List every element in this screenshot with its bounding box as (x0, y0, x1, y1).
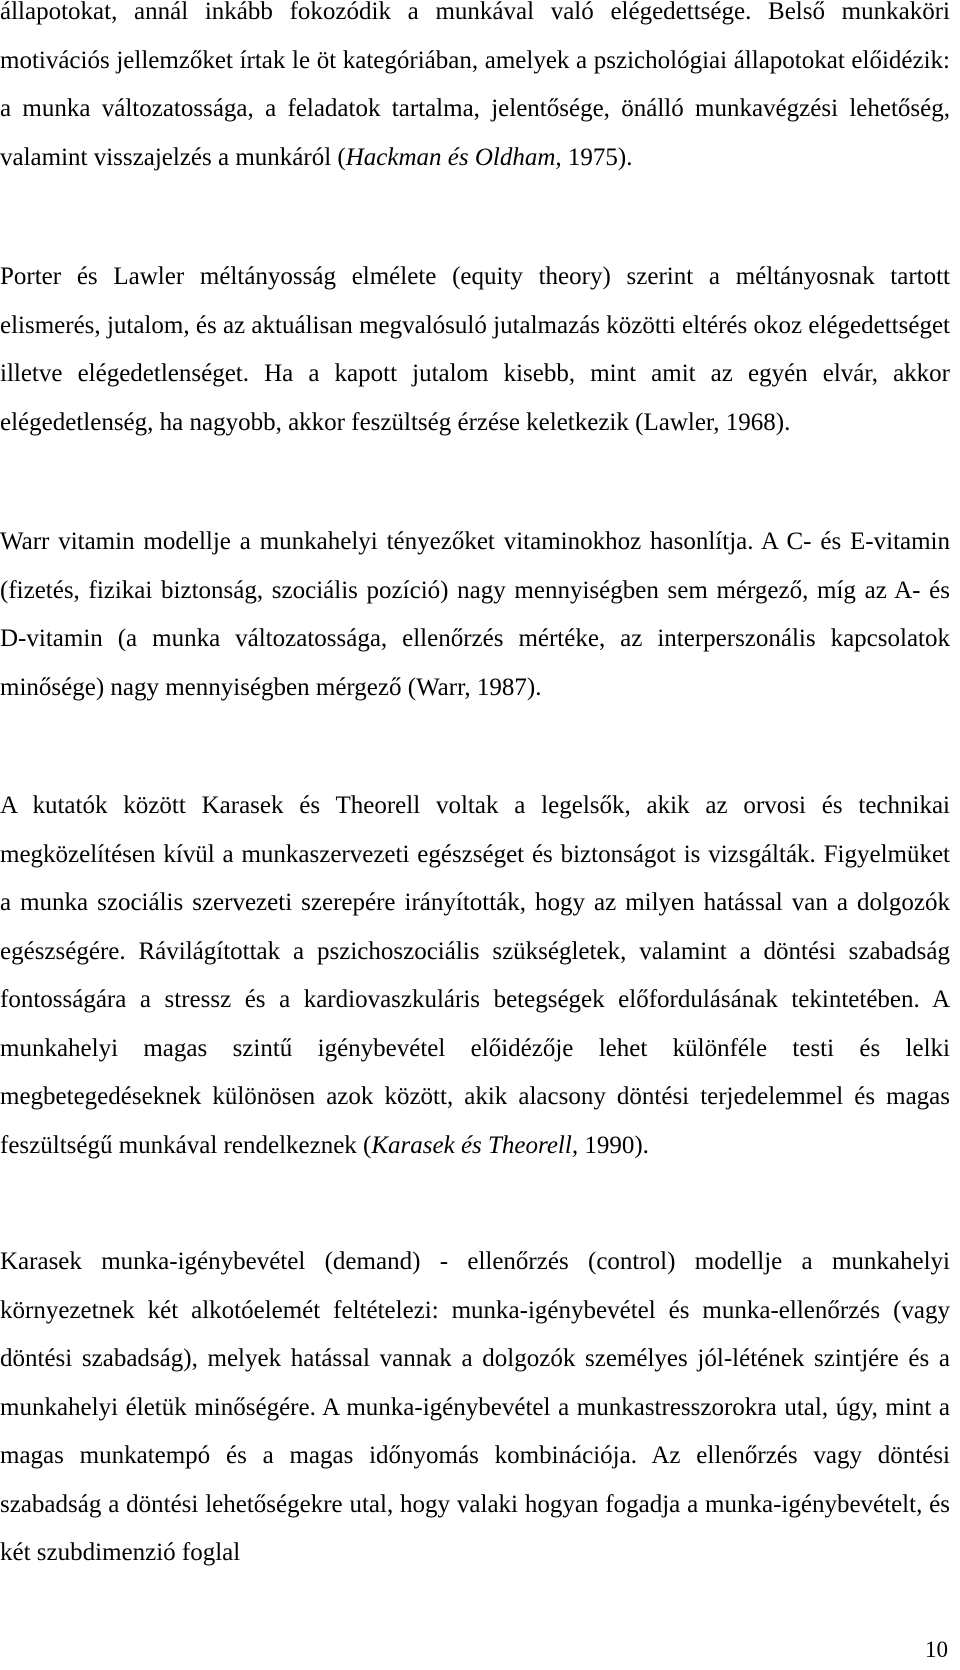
citation-italic: Hackman és Oldham, (345, 143, 562, 171)
paragraph-text: állapotokat, annál inkább fokozódik a munkával való elégedettsége. Belső munkaköri motivációs jellemzőket írtak le öt kategóriában, amelyek a pszichológiai állapotokat előidézik: a munka változatossága, a feladatok tartalma, jelentősége, önálló munkavégzési lehetőség, valamint visszajelzés a munkáról ( (0, 0, 950, 171)
citation-italic: Karasek és Theorell, (371, 1131, 579, 1159)
paragraph-text: 1990). (578, 1131, 649, 1159)
paragraph-warr-vitamin (0, 518, 950, 712)
paragraph-karasek-theorell (0, 782, 950, 1170)
paragraph-hackman-oldham (0, 0, 950, 182)
paragraph-karasek-model (0, 1238, 950, 1578)
paragraph-text: 1975). (561, 143, 633, 171)
paragraph-text: Porter és Lawler méltányosság elmélete (equity theory) szerint a méltányosnak tartott elismerés, jutalom, és az aktuálisan megvalósuló jutalmazás közötti eltérés okoz elégedettséget illetve elégedetlenséget. Ha a kapott jutalom kisebb, mint amit az egyén elvár, akkor elégedetlenség, ha nagyobb, akkor feszültség érzése keletkezik (Lawler, 1968). (0, 263, 950, 436)
paragraph-text: A kutatók között Karasek és Theorell voltak a legelsők, akik az orvosi és technikai megközelítésen kívül a munkaszervezeti egészséget és biztonságot is vizsgálták. Figyelmüket a munka szociális szervezeti szerepére irányították, hogy az milyen hatással van a dolgozók egészségére. Rávilágítottak a pszichoszociális szükségletek, valamint a döntési szabadság fontosságára a stressz és a kardiovaszkuláris betegségek előfordulásának tekintetében. A munkahelyi magas szintű igénybevétel előidézője lehet különféle testi és lelki megbetegedéseknek különösen azok között, akik alacsony döntési terjedelemmel és magas feszültségű munkával rendelkeznek ( (0, 792, 950, 1159)
page-number: 10 (925, 1637, 948, 1662)
paragraph-text: Karasek munka-igénybevétel (demand) - ellenőrzés (control) modellje a munkahelyi környezetnek két alkotóelemét feltételezi: munka-igénybevétel és munka-ellenőrzés (vagy döntési szabadság), melyek hatással vannak a dolgozók személyes jól-létének szintjére és a munkahelyi életük minőségére. A munka-igénybevétel a munkastresszorokra utal, úgy, mint a magas munkatempó és a magas időnyomás kombinációja. Az ellenőrzés vagy döntési szabadság a döntési lehetőségekre utal, hogy valaki hogyan fogadja a munka-igénybevételt, és két szubdimenzió foglal (0, 1248, 950, 1566)
paragraph-text: Warr vitamin modellje a munkahelyi tényezőket vitaminokhoz hasonlítja. A C- és E-vitamin (fizetés, fizikai biztonság, szociális pozíció) nagy mennyiségben sem mérgező, míg az A- és D-vitamin (a munka változatossága, ellenőrzés mértéke, az interperszonális kapcsolatok minősége) nagy mennyiségben mérgező (Warr, 1987). (0, 528, 950, 701)
paragraph-porter-lawler (0, 253, 950, 447)
